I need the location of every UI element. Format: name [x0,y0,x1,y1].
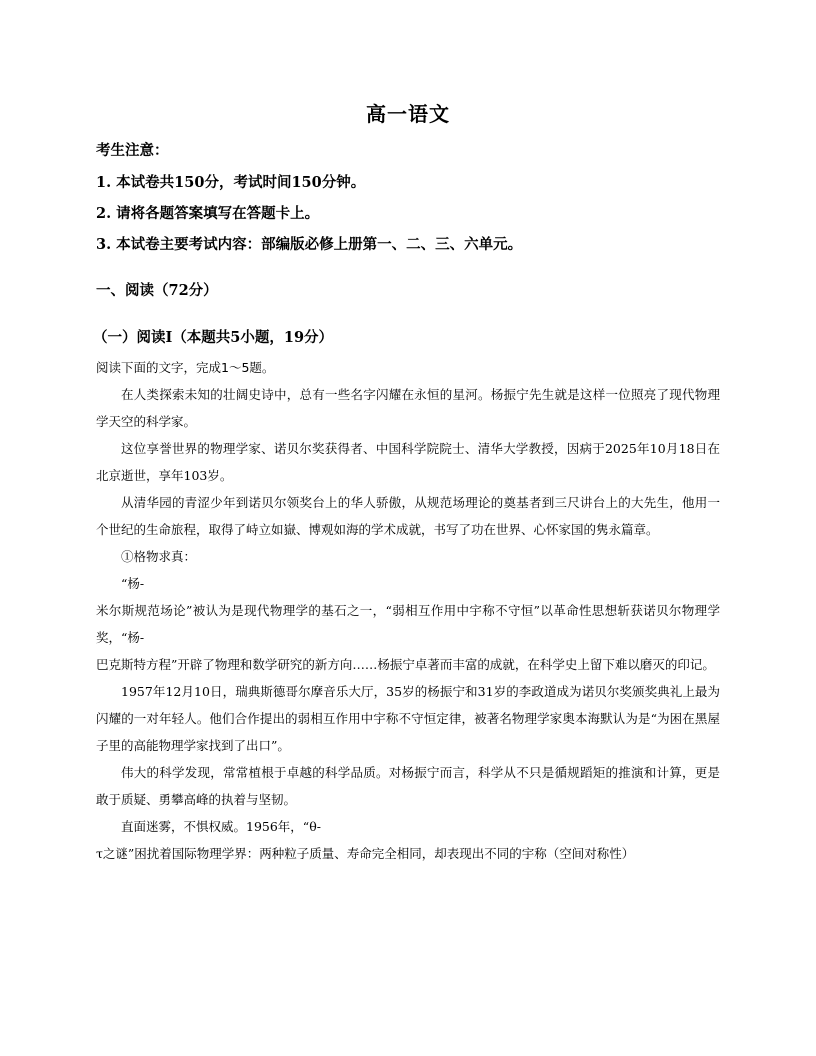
notice-item: 3. 本试卷主要考试内容：部编版必修上册第一、二、三、六单元。 [96,236,523,253]
passage-paragraph: 巴克斯特方程”开辟了物理和数学研究的新方向……杨振宁卓著而丰富的成就，在科学史上留下难以磨灭的印记。 [96,657,715,672]
page-title: 高一语文 [366,102,450,126]
reading-passage [96,381,720,867]
reading-instruction: 阅读下面的文字，完成1～5题。 [96,360,275,375]
passage-paragraph: 伟大的科学发现，常常植根于卓越的科学品质。对杨振宁而言，科学从不只是循规蹈矩的推演和计算，更是敢于质疑、勇攀高峰的执着与坚韧。 [96,765,720,807]
passage-paragraph: 直面迷雾，不惧权威。1956年，“θ- [121,819,321,834]
notice-item: 1. 本试卷共150分，考试时间150分钟。 [96,174,366,191]
passage-paragraph: ①格物求真： [121,549,197,564]
passage-paragraph: 米尔斯规范场论”被认为是现代物理学的基石之一，“弱相互作用中宇称不守恒”以革命性思想斩获诺贝尔物理学奖，“杨- [96,603,720,645]
subsection-heading: （一）阅读Ⅰ（本题共5小题，19分） [93,329,334,346]
passage-paragraph: 在人类探索未知的壮阔史诗中，总有一些名字闪耀在永恒的星河。杨振宁先生就是这样一位照亮了现代物理学天空的科学家。 [96,387,720,429]
section-heading: 一、阅读（72分） [96,282,218,299]
notice-heading: 考生注意： [96,142,169,159]
passage-paragraph: 这位享誉世界的物理学家、诺贝尔奖获得者、中国科学院院士、清华大学教授，因病于2025年10月18日在北京逝世，享年103岁。 [96,441,720,483]
passage-paragraph: 从清华园的青涩少年到诺贝尔领奖台上的华人骄傲，从规范场理论的奠基者到三尺讲台上的大先生，他用一个世纪的生命旅程，取得了峙立如嶽、博观如海的学术成就，书写了功在世界、心怀家国的隽永篇章。 [96,495,720,537]
passage-paragraph: τ之谜”困扰着国际物理学界：两种粒子质量、寿命完全相同，却表现出不同的宇称（空间对称性） [96,846,635,861]
passage-paragraph: 1957年12月10日，瑞典斯德哥尔摩音乐大厅，35岁的杨振宁和31岁的李政道成为诺贝尔奖颁奖典礼上最为闪耀的一对年轻人。他们合作提出的弱相互作用中宇称不守恒定律，被著名物理学家奥本海默认为是“为困在黑屋子里的高能物理学家找到了出口”。 [96,684,720,753]
notice-item: 2. 请将各题答案填写在答题卡上。 [96,205,320,222]
passage-paragraph: “杨- [121,576,145,591]
